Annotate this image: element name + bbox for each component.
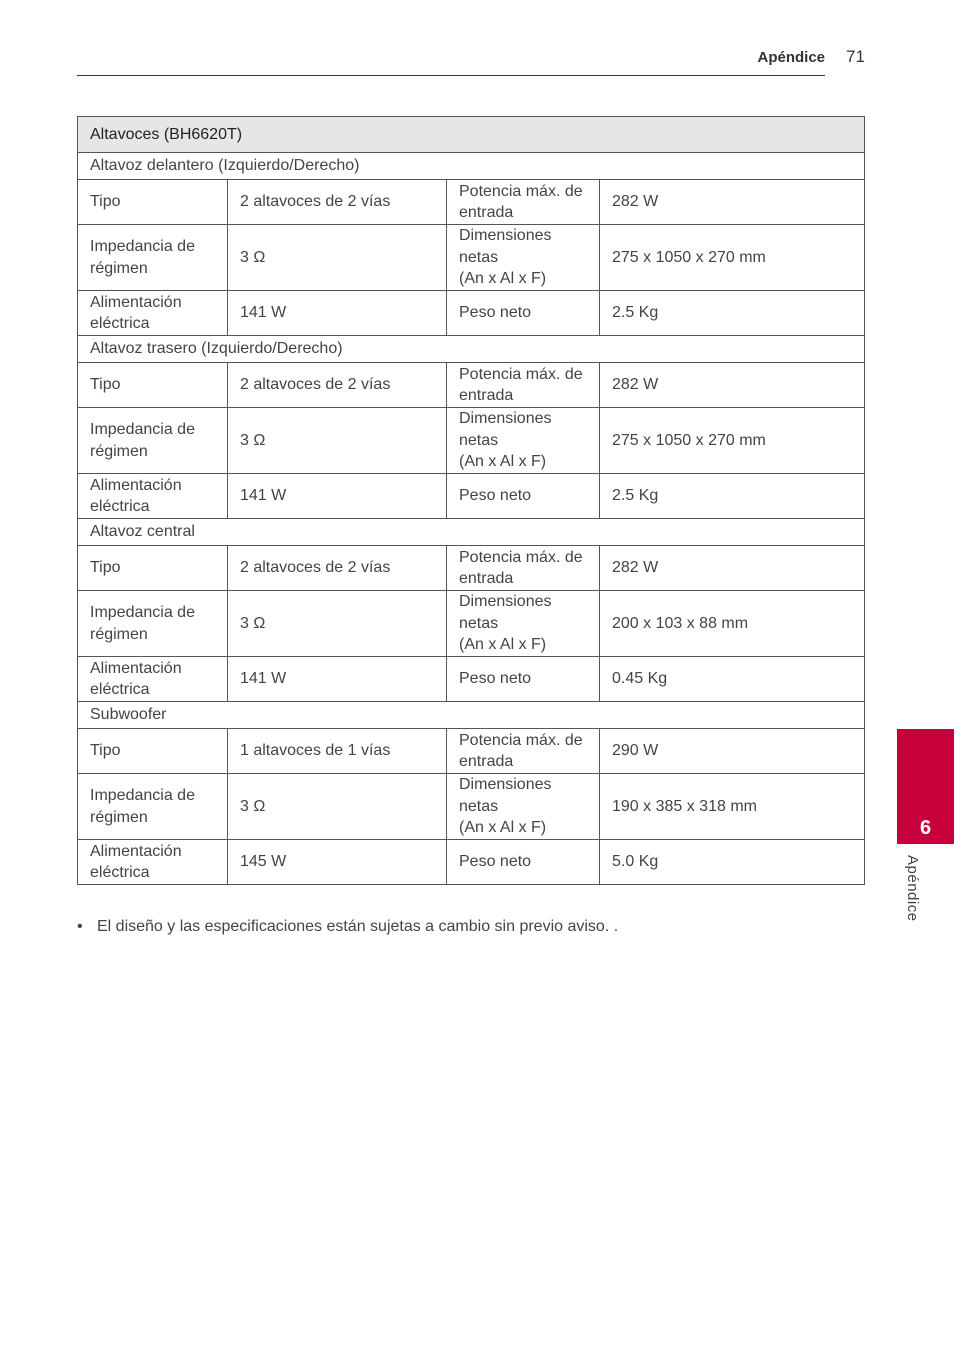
section-header: Subwoofer: [78, 702, 865, 729]
row-tipo: [78, 546, 865, 591]
spec-value: 2 altavoces de 2 vías: [228, 180, 447, 225]
spec-label: Peso neto: [447, 291, 600, 336]
spec-label: Potencia máx. de entrada: [447, 546, 600, 591]
spec-label: Tipo: [78, 546, 228, 591]
spec-value: 282 W: [600, 180, 865, 225]
spec-label: Peso neto: [447, 474, 600, 519]
spec-value: 282 W: [600, 546, 865, 591]
spec-label: Alimentación eléctrica: [78, 657, 228, 702]
section-header: Altavoz central: [78, 519, 865, 546]
spec-value: 145 W: [228, 840, 447, 885]
spec-value: 2.5 Kg: [600, 291, 865, 336]
spec-value: 2.5 Kg: [600, 474, 865, 519]
spec-label: Peso neto: [447, 657, 600, 702]
spec-label: Alimentación eléctrica: [78, 840, 228, 885]
chapter-label: Apéndice: [904, 855, 921, 922]
spec-label: Alimentación eléctrica: [78, 291, 228, 336]
spec-label: Tipo: [78, 363, 228, 408]
disclaimer-note: [77, 918, 857, 936]
spec-value: 141 W: [228, 291, 447, 336]
spec-label: Impedancia de régimen: [78, 225, 228, 291]
spec-label: Alimentación eléctrica: [78, 474, 228, 519]
spec-label: Dimensiones netas (An x Al x F): [447, 774, 600, 840]
spec-label: Tipo: [78, 729, 228, 774]
spec-label: Potencia máx. de entrada: [447, 363, 600, 408]
speaker-spec-table: [77, 116, 865, 885]
spec-label: Potencia máx. de entrada: [447, 729, 600, 774]
spec-value: 3 Ω: [228, 225, 447, 291]
section-header: Altavoz trasero (Izquierdo/Derecho): [78, 336, 865, 363]
spec-label: Impedancia de régimen: [78, 591, 228, 657]
spec-label: Potencia máx. de entrada: [447, 180, 600, 225]
row-impedancia: [78, 225, 865, 291]
spec-value: 141 W: [228, 657, 447, 702]
spec-label: Tipo: [78, 180, 228, 225]
spec-value: 282 W: [600, 363, 865, 408]
spec-label: Impedancia de régimen: [78, 408, 228, 474]
page-number: 71: [846, 47, 865, 66]
row-impedancia: [78, 774, 865, 840]
row-alimentacion: [78, 657, 865, 702]
spec-value: 3 Ω: [228, 774, 447, 840]
disclaimer-text: El diseño y las especificaciones están sujetas a cambio sin previo aviso. .: [97, 918, 619, 935]
spec-label: Peso neto: [447, 840, 600, 885]
spec-value: 1 altavoces de 1 vías: [228, 729, 447, 774]
spec-value: 200 x 103 x 88 mm: [600, 591, 865, 657]
spec-value: 2 altavoces de 2 vías: [228, 546, 447, 591]
spec-value: 0.45 Kg: [600, 657, 865, 702]
spec-value: 190 x 385 x 318 mm: [600, 774, 865, 840]
row-tipo: [78, 180, 865, 225]
header-divider: [77, 75, 825, 76]
spec-value: 3 Ω: [228, 408, 447, 474]
spec-value: 3 Ω: [228, 591, 447, 657]
spec-value: 5.0 Kg: [600, 840, 865, 885]
row-tipo: [78, 729, 865, 774]
row-tipo: [78, 363, 865, 408]
spec-value: 275 x 1050 x 270 mm: [600, 408, 865, 474]
row-alimentacion: [78, 474, 865, 519]
chapter-tab: [897, 729, 954, 844]
table-title: Altavoces (BH6620T): [78, 117, 865, 153]
section-header: Altavoz delantero (Izquierdo/Derecho): [78, 153, 865, 180]
spec-label: Dimensiones netas (An x Al x F): [447, 408, 600, 474]
chapter-number: 6: [919, 817, 932, 839]
row-alimentacion: [78, 291, 865, 336]
spec-label: Dimensiones netas (An x Al x F): [447, 225, 600, 291]
spec-label: Dimensiones netas (An x Al x F): [447, 591, 600, 657]
bullet-icon: •: [77, 918, 83, 935]
spec-value: 275 x 1050 x 270 mm: [600, 225, 865, 291]
header-section-title: Apéndice: [757, 49, 825, 66]
spec-value: 290 W: [600, 729, 865, 774]
row-alimentacion: [78, 840, 865, 885]
spec-label: Impedancia de régimen: [78, 774, 228, 840]
row-impedancia: [78, 591, 865, 657]
spec-value: 2 altavoces de 2 vías: [228, 363, 447, 408]
row-impedancia: [78, 408, 865, 474]
spec-value: 141 W: [228, 474, 447, 519]
